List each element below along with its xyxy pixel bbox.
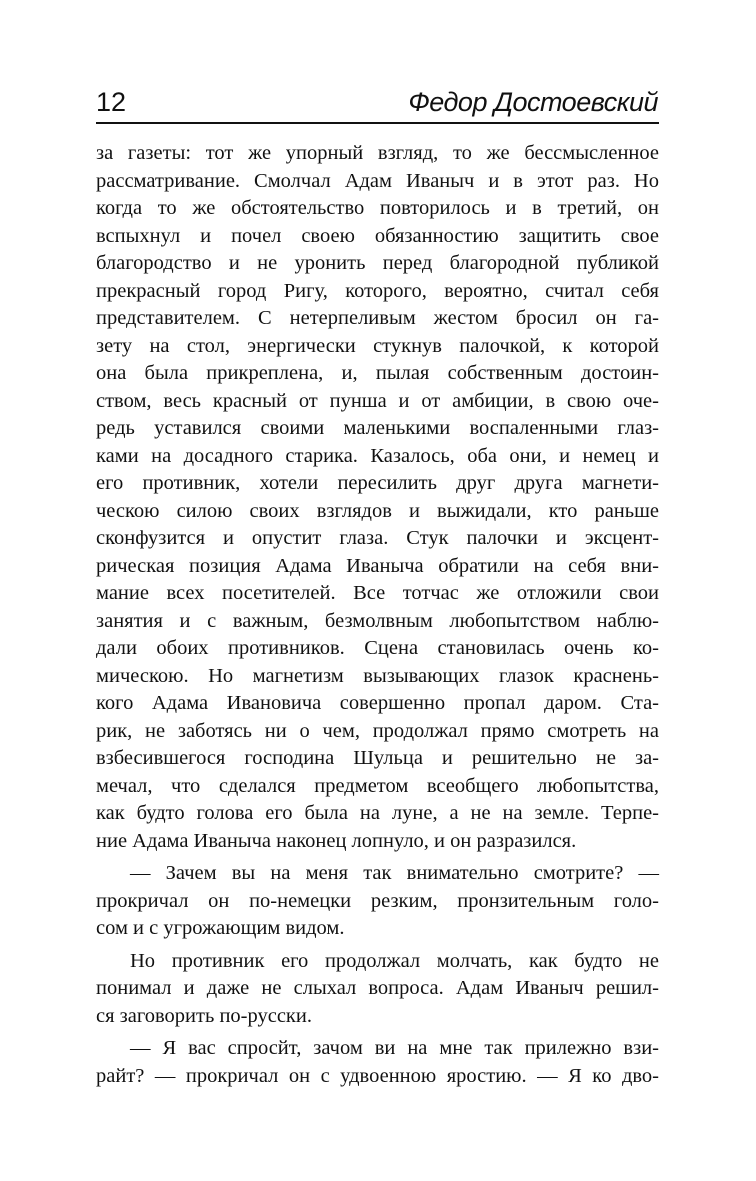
text-line: занятия и с важным, безмолвным любопытством наблю-	[96, 609, 659, 632]
text-line: как будто голова его была на луне, а не на земле. Терпе-	[96, 802, 659, 824]
text-line: ками на досадного старика. Казалось, оба они, и немец и	[96, 444, 659, 467]
paragraph	[96, 860, 659, 943]
text-line: представителем. С нетерпеливым жестом бросил он га-	[96, 307, 659, 329]
author-name: Федор Достоевский	[408, 87, 658, 117]
text-line: сконфузится и опустит глаза. Стук палочки и эксцент-	[96, 527, 659, 549]
text-line: его противник, хотели пересилить друг друга магнети-	[96, 472, 659, 494]
text-line: прокричал он по-немецки резким, пронзительным голо-	[96, 889, 659, 912]
text-line: понимал и даже не слыхал вопроса. Адам Иваныч решил-	[96, 977, 659, 999]
text-line: мание всех посетителей. Все тотчас же отложили свои	[96, 582, 659, 604]
text-line: взбесившегося господина Шульца и решительно не за-	[96, 747, 659, 769]
paragraph	[96, 1035, 659, 1090]
text-line: мечал, что сделался предметом всеобщего любопытства,	[96, 774, 659, 797]
text-line: вспыхнул и почел своею обязанностию защитить свое	[96, 224, 659, 247]
text-line: прекрасный город Ригу, которого, вероятно, считал себя	[96, 279, 659, 302]
text-line: — Зачем вы на меня так внимательно смотрите? —	[130, 862, 659, 884]
text-line: Но противник его продолжал молчать, как будто не	[130, 949, 659, 972]
page-number: 12	[96, 87, 127, 117]
running-head	[96, 84, 658, 120]
text-line: ся заговорить по-русски.	[96, 1004, 312, 1027]
text-line: райт? — прокричал он с удвоенною яростию. — Я ко дво-	[96, 1064, 659, 1087]
paragraph	[96, 948, 659, 1031]
text-line: ческою силою своих взглядов и выжидали, кто раньше	[96, 499, 659, 522]
text-line: ством, весь красный от пунша и от амбиции, в свою оче-	[96, 389, 659, 412]
text-line: дали обоих противников. Сцена становилась очень ко-	[96, 637, 659, 659]
text-line: когда то же обстоятельство повторилось и в третий, он	[96, 197, 659, 219]
text-line: сом и с угрожающим видом.	[96, 917, 345, 939]
paragraph	[96, 140, 659, 855]
text-line: рическая позиция Адама Иваныча обратили на себя вни-	[96, 554, 659, 577]
text-line: кого Адама Ивановича совершенно пропал даром. Ста-	[96, 692, 659, 714]
body-text	[96, 140, 659, 1090]
text-line: она была прикреплена, и, пылая собственным достоин-	[96, 362, 659, 384]
text-line: ние Адама Иваныча наконец лопнуло, и он разразился.	[96, 829, 577, 852]
text-line: за газеты: тот же упорный взгляд, то же бессмысленное	[96, 142, 659, 164]
text-line: — Я вас спросйт, зачом ви на мне так прилежно взи-	[130, 1037, 659, 1059]
text-line: зету на стол, энергически стукнув палочкой, к которой	[96, 334, 659, 357]
text-line: мическою. Но магнетизм вызывающих глазок краснень-	[96, 664, 659, 687]
text-line: рассматривание. Смолчал Адам Иваныч и в этот раз. Но	[96, 169, 659, 192]
text-line: редь уставился своими маленькими воспаленными глаз-	[96, 417, 659, 439]
text-line: благородство и не уронить перед благородной публикой	[96, 252, 659, 274]
header-rule	[96, 122, 659, 124]
text-line: рик, не заботясь ни о чем, продолжал прямо смотреть на	[96, 719, 659, 742]
